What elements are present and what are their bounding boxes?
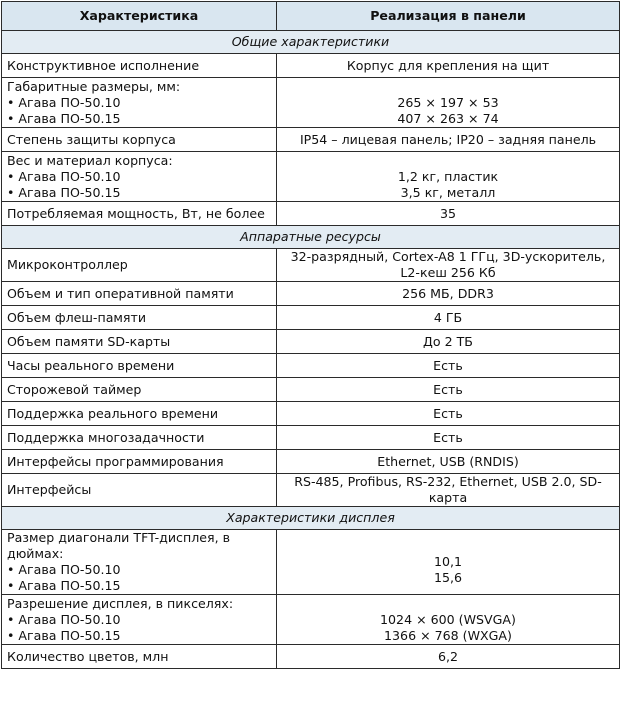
section-row bbox=[2, 226, 620, 249]
row-label bbox=[2, 402, 277, 426]
row-label bbox=[2, 354, 277, 378]
value-text: Есть bbox=[433, 357, 463, 373]
header-characteristic: Характеристика bbox=[2, 2, 277, 31]
table-row bbox=[2, 78, 620, 128]
spec-body bbox=[2, 31, 620, 669]
row-label bbox=[2, 282, 277, 306]
row-label bbox=[2, 426, 277, 450]
label-text: Часы реального времени bbox=[7, 357, 175, 373]
value-spacer bbox=[282, 79, 614, 95]
row-label bbox=[2, 530, 277, 595]
row-value bbox=[277, 378, 620, 402]
section-row bbox=[2, 31, 620, 54]
row-label bbox=[2, 450, 277, 474]
value-text: Есть bbox=[433, 429, 463, 445]
table-row bbox=[2, 128, 620, 152]
value-text: 3,5 кг, металл bbox=[400, 184, 496, 200]
label-text: Степень защиты корпуса bbox=[7, 131, 176, 147]
label-text: Потребляемая мощность, Вт, не более bbox=[7, 205, 265, 221]
label-bullet: • Агава ПО-50.15 bbox=[7, 110, 121, 126]
section-title: Аппаратные ресурсы bbox=[2, 226, 620, 249]
value-text: 35 bbox=[439, 205, 457, 221]
row-value bbox=[277, 202, 620, 226]
label-text: Интерфейсы программирования bbox=[7, 453, 224, 469]
label-text: Поддержка многозадачности bbox=[7, 429, 205, 445]
row-label bbox=[2, 306, 277, 330]
value-text: 4 ГБ bbox=[433, 309, 463, 325]
label-bullet: • Агава ПО-50.15 bbox=[7, 578, 121, 593]
value-text: 32-разрядный, Cortex-A8 1 ГГц, 3D-ускоритель, bbox=[290, 249, 606, 264]
table-row bbox=[2, 152, 620, 202]
value-text: Есть bbox=[433, 381, 463, 397]
value-text: 1366 × 768 (WXGA) bbox=[384, 627, 512, 643]
row-value bbox=[277, 54, 620, 78]
value-text: 1,2 кг, пластик bbox=[397, 168, 499, 184]
header-row bbox=[2, 2, 620, 31]
value-text: 1024 × 600 (WSVGA) bbox=[380, 611, 516, 627]
value-text: До 2 ТБ bbox=[423, 333, 473, 349]
label-bullet: • Агава ПО-50.15 bbox=[7, 627, 121, 643]
table-row bbox=[2, 450, 620, 474]
row-label bbox=[2, 378, 277, 402]
row-value bbox=[277, 595, 620, 645]
row-value bbox=[277, 128, 620, 152]
value-text: Есть bbox=[433, 405, 463, 421]
value-text: 6,2 bbox=[437, 648, 459, 664]
row-value bbox=[277, 530, 620, 595]
table-row bbox=[2, 426, 620, 450]
spec-table bbox=[1, 1, 620, 669]
label-text: Конструктивное исполнение bbox=[7, 57, 200, 73]
table-row bbox=[2, 474, 620, 507]
label-bullet: • Агава ПО-50.10 bbox=[7, 611, 121, 627]
row-label bbox=[2, 78, 277, 128]
row-value bbox=[277, 152, 620, 202]
row-label bbox=[2, 202, 277, 226]
row-value bbox=[277, 450, 620, 474]
row-label bbox=[2, 152, 277, 202]
label-text: Интерфейсы bbox=[7, 482, 92, 497]
label-text: Габаритные размеры, мм: bbox=[7, 78, 181, 94]
table-row bbox=[2, 530, 620, 595]
label-text: Размер диагонали TFT-дисплея, в дюймах: bbox=[7, 530, 231, 561]
row-label bbox=[2, 54, 277, 78]
value-text: L2-кеш 256 Кб bbox=[400, 265, 496, 280]
row-value bbox=[277, 78, 620, 128]
value-spacer bbox=[282, 596, 614, 612]
label-text: Разрешение дисплея, в пикселях: bbox=[7, 595, 234, 611]
row-value bbox=[277, 402, 620, 426]
label-bullet: • Агава ПО-50.10 bbox=[7, 562, 121, 577]
table-row bbox=[2, 306, 620, 330]
label-bullet: • Агава ПО-50.10 bbox=[7, 168, 121, 184]
section-row bbox=[2, 507, 620, 530]
label-text: Вес и материал корпуса: bbox=[7, 152, 173, 168]
label-text: Количество цветов, млн bbox=[7, 648, 169, 664]
table-row bbox=[2, 330, 620, 354]
value-text: 10,1 bbox=[433, 554, 463, 569]
table-row bbox=[2, 282, 620, 306]
table-row bbox=[2, 54, 620, 78]
value-text: 265 × 197 × 53 bbox=[397, 94, 499, 110]
table-row bbox=[2, 378, 620, 402]
table-row bbox=[2, 249, 620, 282]
row-value bbox=[277, 426, 620, 450]
label-text: Объем флеш-памяти bbox=[7, 309, 147, 325]
row-label bbox=[2, 330, 277, 354]
row-value bbox=[277, 354, 620, 378]
value-spacer bbox=[282, 153, 614, 169]
row-label bbox=[2, 128, 277, 152]
value-text: Ethernet, USB (RNDIS) bbox=[377, 453, 519, 469]
label-bullet: • Агава ПО-50.15 bbox=[7, 184, 121, 200]
value-text: 15,6 bbox=[433, 570, 463, 585]
row-value bbox=[277, 282, 620, 306]
table-row bbox=[2, 645, 620, 669]
row-label bbox=[2, 645, 277, 669]
value-spacer bbox=[282, 538, 614, 554]
section-title: Характеристики дисплея bbox=[2, 507, 620, 530]
label-text: Сторожевой таймер bbox=[7, 381, 142, 397]
row-label bbox=[2, 595, 277, 645]
value-text: 256 МБ, DDR3 bbox=[402, 285, 494, 301]
table-row bbox=[2, 595, 620, 645]
row-label bbox=[2, 249, 277, 282]
row-value bbox=[277, 474, 620, 507]
label-text: Объем памяти SD-карты bbox=[7, 333, 171, 349]
label-text: Поддержка реального времени bbox=[7, 405, 219, 421]
table-row bbox=[2, 354, 620, 378]
label-text: Объем и тип оперативной памяти bbox=[7, 285, 234, 301]
label-text: Микроконтроллер bbox=[7, 257, 128, 272]
value-text: RS-485, Profibus, RS-232, Ethernet, USB 2.0, SD-карта bbox=[294, 474, 602, 505]
value-text: Корпус для крепления на щит bbox=[346, 57, 550, 73]
value-text: 407 × 263 × 74 bbox=[397, 110, 499, 126]
header-implementation: Реализация в панели bbox=[277, 2, 620, 31]
row-value bbox=[277, 645, 620, 669]
table-row bbox=[2, 202, 620, 226]
row-value bbox=[277, 249, 620, 282]
table-row bbox=[2, 402, 620, 426]
value-text: IP54 – лицевая панель; IP20 – задняя панель bbox=[299, 131, 597, 147]
row-label bbox=[2, 474, 277, 507]
row-value bbox=[277, 306, 620, 330]
row-value bbox=[277, 330, 620, 354]
section-title: Общие характеристики bbox=[2, 31, 620, 54]
label-bullet: • Агава ПО-50.10 bbox=[7, 94, 121, 110]
